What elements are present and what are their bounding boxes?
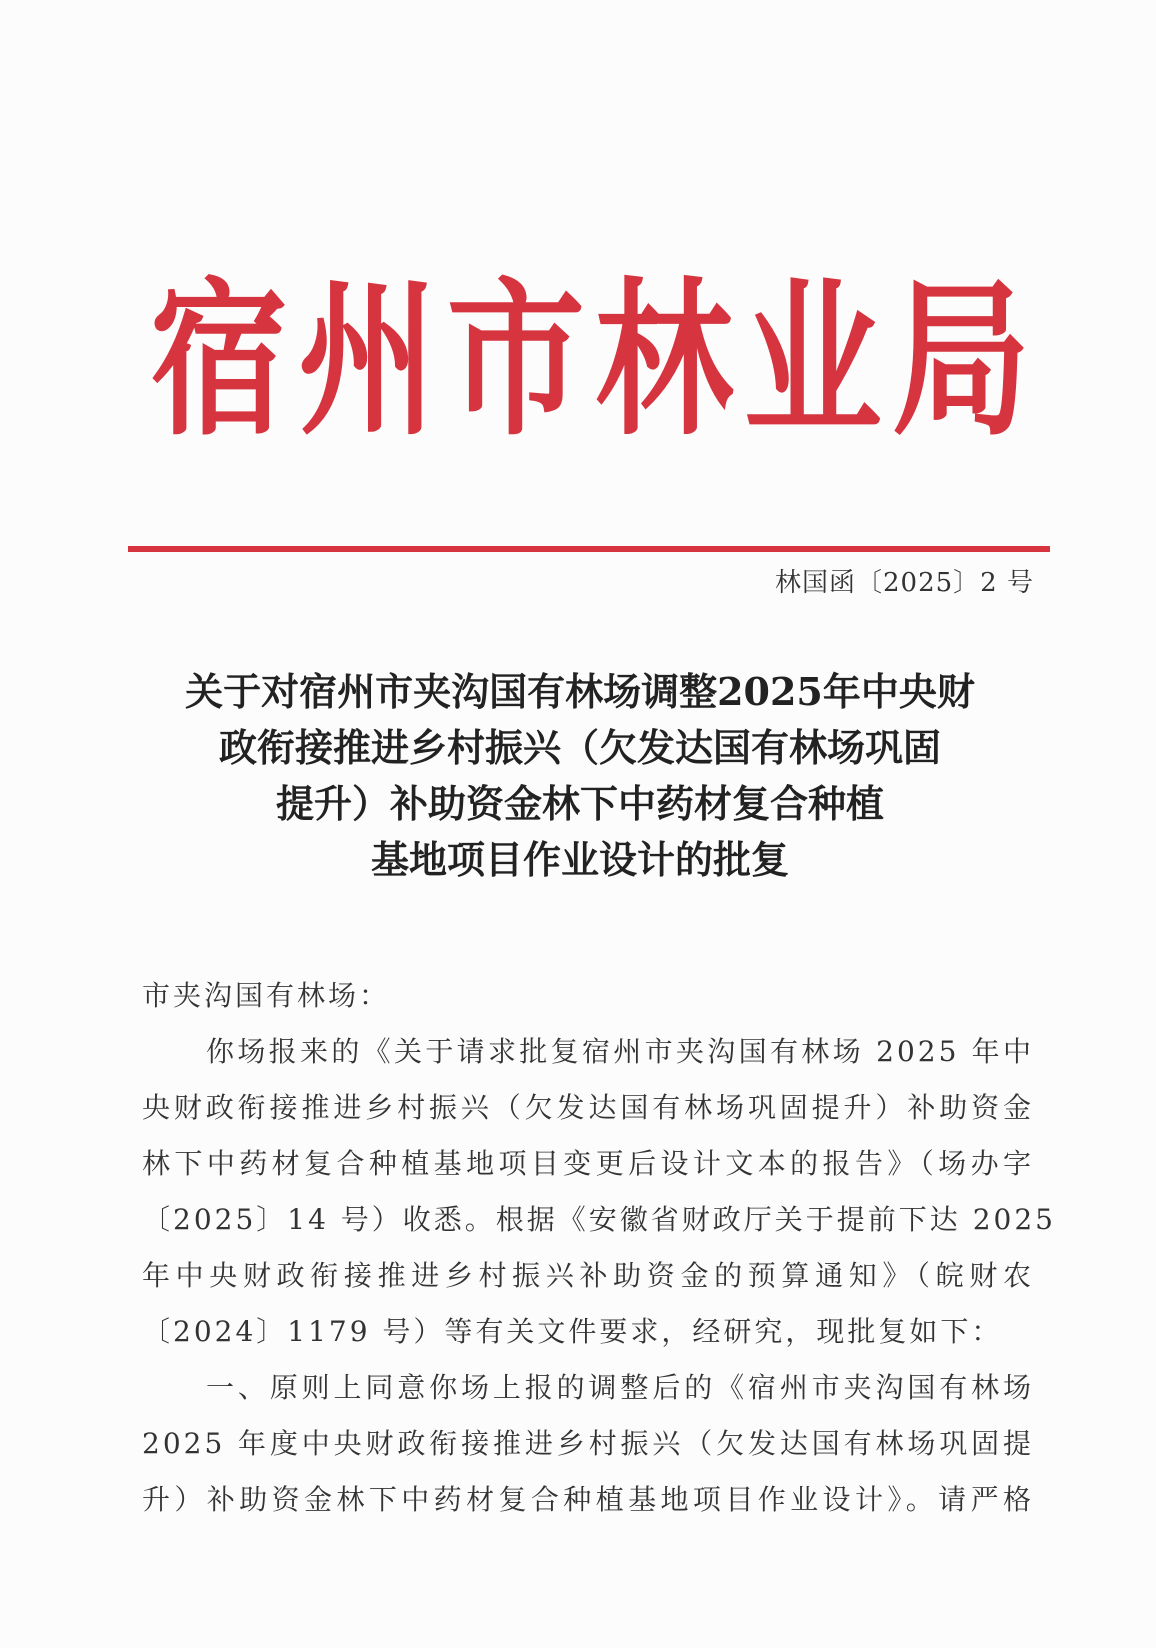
masthead-char: 业 [743, 259, 882, 459]
agency-masthead [150, 259, 1030, 459]
document-number: 林国函〔2025〕2 号 [775, 568, 1034, 598]
title-line: 关于对宿州市夹沟国有林场调整2025年中央财 [185, 669, 975, 714]
body-line: 林下中药材复合种植基地项目变更后设计文本的报告》（场办字 [142, 1147, 1034, 1180]
title-line: 提升）补助资金林下中药材复合种植 [275, 781, 884, 826]
masthead-char: 局 [891, 259, 1030, 459]
body-line: 你场报来的《关于请求批复宿州市夹沟国有林场 2025 年中 [206, 1035, 1034, 1068]
red-separator-line [128, 546, 1050, 552]
masthead-char: 州 [298, 259, 437, 459]
document-title [120, 664, 1040, 888]
masthead-char: 宿 [150, 259, 289, 459]
title-line: 政衔接推进乡村振兴（欠发达国有林场巩固 [218, 725, 941, 770]
title-line: 基地项目作业设计的批复 [370, 837, 789, 882]
body-line: 〔2025〕14 号）收悉。根据《安徽省财政厅关于提前下达 2025 [142, 1203, 1056, 1236]
document-body [142, 968, 1056, 1528]
masthead-char: 市 [446, 259, 585, 459]
body-line: 一、原则上同意你场上报的调整后的《宿州市夹沟国有林场 [206, 1371, 1034, 1404]
body-line: 年中央财政衔接推进乡村振兴补助资金的预算通知》（皖财农 [142, 1259, 1034, 1292]
body-line: 升）补助资金林下中药材复合种植基地项目作业设计》。请严格 [142, 1483, 1034, 1516]
body-line: 〔2024〕1179 号）等有关文件要求，经研究，现批复如下： [142, 1315, 1003, 1348]
salutation: 市夹沟国有林场： [142, 979, 391, 1012]
masthead-char: 林 [595, 259, 734, 459]
body-line: 央财政衔接推进乡村振兴（欠发达国有林场巩固提升）补助资金 [142, 1091, 1034, 1124]
body-line: 2025 年度中央财政衔接推进乡村振兴（欠发达国有林场巩固提 [142, 1427, 1034, 1460]
